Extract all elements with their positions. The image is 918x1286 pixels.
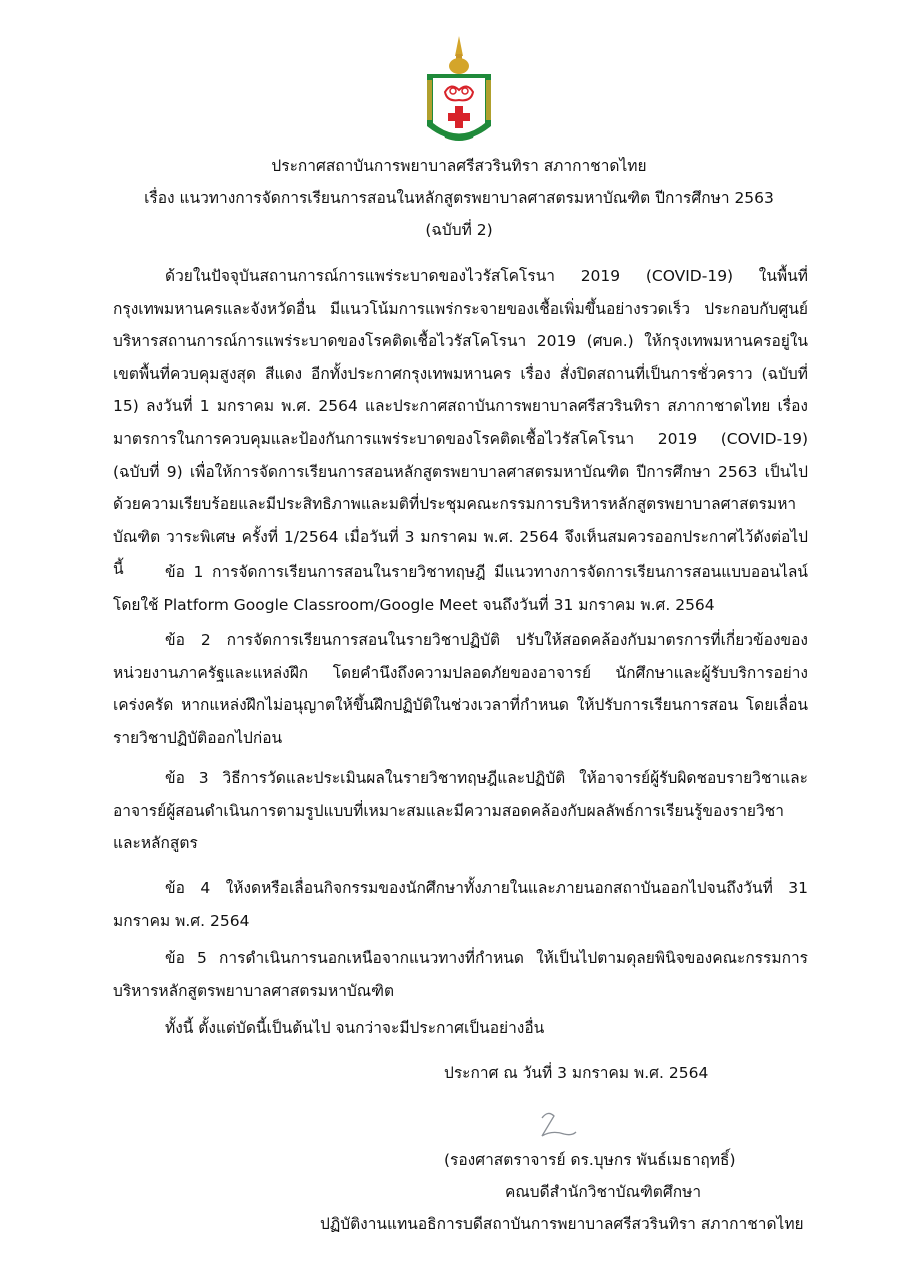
signature-icon xyxy=(538,1108,580,1144)
intro-paragraph: ด้วยในปัจจุบันสถานการณ์การแพร่ระบาดของไวรัสโคโรนา 2019 (COVID-19) ในพื้นที่กรุงเทพมหานครและจังหวัดอื่น มีแนวโน้มการแพร่กระจายของเชื้อเพิ่มขึ้นอย่างรวดเร็ว ประกอบกับศูนย์บริหารสถานการณ์การแพร่ระบาดของโรคติดเชื้อไวรัสโคโรนา 2019 (ศบค.) ให้กรุงเทพมหานครอยู่ในเขตพื้นที่ควบคุมสูงสุด สีแดง อีกทั้งประกาศกรุงเทพมหานคร เรื่อง สั่งปิดสถานที่เป็นการชั่วคราว (ฉบับที่ 15) ลงวันที่ 1 มกราคม พ.ศ. 2564 และประกาศสถาบันการพยาบาลศรีสวรินทิรา สภากาชาดไทย เรื่อง มาตรการในการควบคุมและป้องกันการแพร่ระบาดของโรคติดเชื้อไวรัสโคโรนา 2019 (COVID-19) (ฉบับที่ 9) เพื่อให้การจัดการเรียนการสอนหลักสูตรพยาบาลศาสตรมหาบัณฑิต ปีการศึกษา 2563 เป็นไปด้วยความเรียบร้อยและมีประสิทธิภาพและมติที่ประชุมคณะกรรมการบริหารหลักสูตรพยาบาลศาสตรมหาบัณฑิต วาระพิเศษ ครั้งที่ 1/2564 เมื่อวันที่ 3 มกราคม พ.ศ. 2564 จึงเห็นสมควรออกประกาศไว้ดังต่อไปนี้ xyxy=(113,267,808,579)
signer-acting-role: ปฏิบัติงานแทนอธิการบดีสถาบันการพยาบาลศรีสวรินทิรา สภากาชาดไทย xyxy=(320,1215,804,1233)
institute-emblem-icon xyxy=(413,34,505,152)
document-subject: เรื่อง แนวทางการจัดการเรียนการสอนในหลักสูตรพยาบาลศาสตรมหาบัณฑิต ปีการศึกษา 2563 xyxy=(144,189,774,207)
clause-1: ข้อ 1 การจัดการเรียนการสอนในรายวิชาทฤษฎี มีแนวทางการจัดการเรียนการสอนแบบออนไลน์โดยใช้ Platform Google Classroom/Google Meet จนถึงวันที่ 31 มกราคม พ.ศ. 2564 xyxy=(113,563,808,614)
signer-name: (รองศาสตราจารย์ ดร.บุษกร พันธ์เมธาฤทธิ์) xyxy=(444,1151,736,1169)
clause-3: ข้อ 3 วิธีการวัดและประเมินผลในรายวิชาทฤษฎีและปฏิบัติ ให้อาจารย์ผู้รับผิดชอบรายวิชาและอาจารย์ผู้สอนดำเนินการตามรูปแบบที่เหมาะสมและมีความสอดคล้องกับผลลัพธ์การเรียนรู้ของรายวิชาและหลักสูตร xyxy=(113,769,808,853)
announcement-date: ประกาศ ณ วันที่ 3 มกราคม พ.ศ. 2564 xyxy=(444,1064,709,1082)
signer-position: คณบดีสำนักวิชาบัณฑิตศึกษา xyxy=(505,1183,702,1201)
clause-2: ข้อ 2 การจัดการเรียนการสอนในรายวิชาปฏิบัติ ปรับให้สอดคล้องกับมาตรการที่เกี่ยวข้องของหน่วยงานภาครัฐและแหล่งฝึก โดยคำนึงถึงความปลอดภัยของอาจารย์ นักศึกษาและผู้รับบริการอย่างเคร่งครัด หากแหล่งฝึกไม่อนุญาตให้ขึ้นฝึกปฏิบัติในช่วงเวลาที่กำหนด ให้ปรับการเรียนการสอน โดยเลื่อนรายวิชาปฏิบัติออกไปก่อน xyxy=(113,631,808,747)
document-edition: (ฉบับที่ 2) xyxy=(425,221,493,239)
closing-statement: ทั้งนี้ ตั้งแต่บัดนี้เป็นต้นไป จนกว่าจะมีประกาศเป็นอย่างอื่น xyxy=(165,1019,545,1037)
clause-4: ข้อ 4 ให้งดหรือเลื่อนกิจกรรมของนักศึกษาทั้งภายในและภายนอกสถาบันออกไปจนถึงวันที่ 31 มกราคม พ.ศ. 2564 xyxy=(113,879,808,930)
document-title: ประกาศสถาบันการพยาบาลศรีสวรินทิรา สภากาชาดไทย xyxy=(271,157,647,175)
clause-5: ข้อ 5 การดำเนินการนอกเหนือจากแนวทางที่กำหนด ให้เป็นไปตามดุลยพินิจของคณะกรรมการบริหารหลักสูตรพยาบาลศาสตรมหาบัณฑิต xyxy=(113,949,808,1000)
